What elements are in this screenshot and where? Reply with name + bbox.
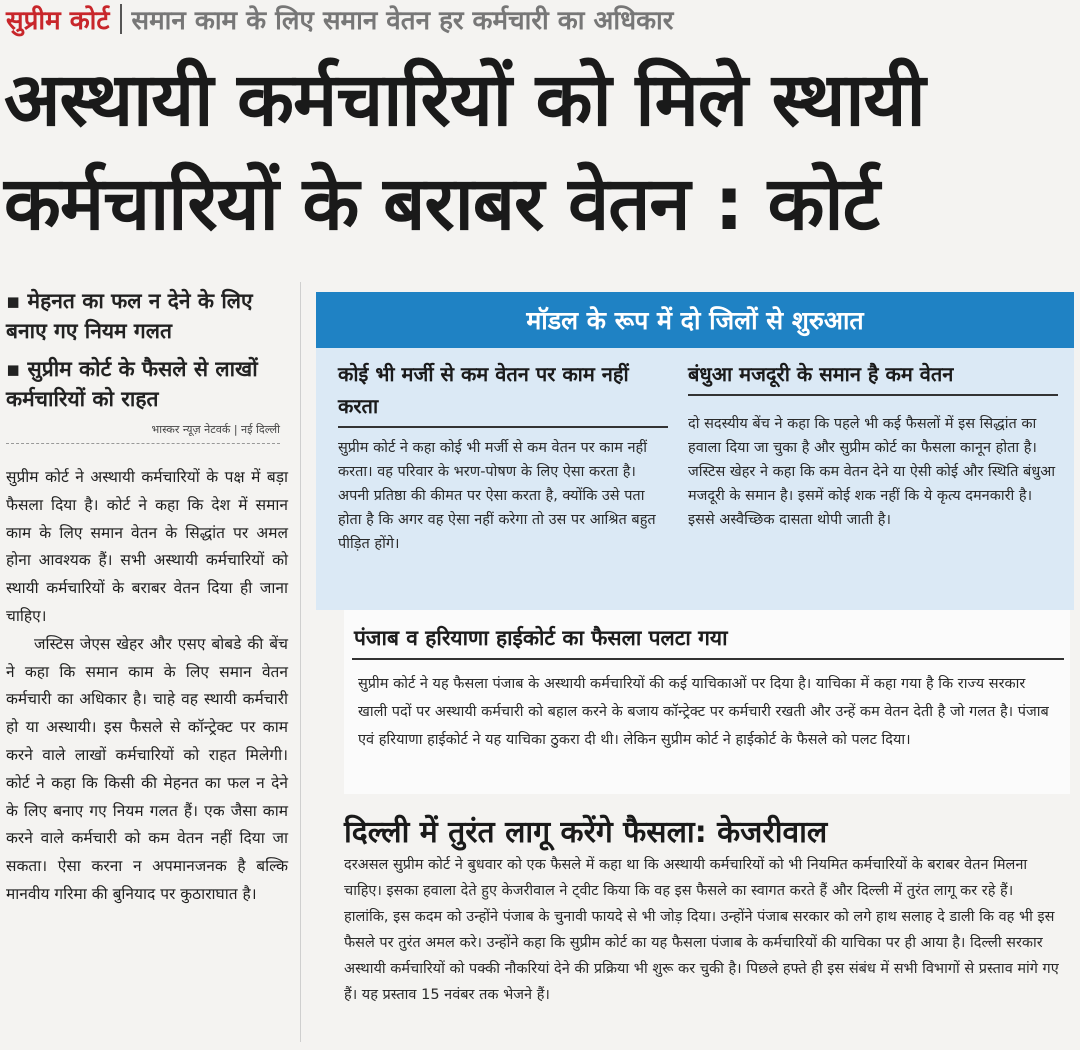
model-column-2	[688, 358, 1058, 532]
kicker-divider	[120, 4, 122, 34]
highcourt-heading: पंजाब व हरियाणा हाईकोर्ट का फैसला पलटा गया	[354, 626, 728, 650]
column-2-heading: बंधुआ मजदूरी के समान है कम वेतन	[688, 362, 954, 386]
model-box	[316, 292, 1074, 610]
heading-rule	[688, 394, 1058, 396]
highcourt-box	[344, 610, 1070, 794]
main-story-paragraph-2: जस्टिस जेएस खेहर और एसए बोबडे की बेंच ने कहा कि समान काम के लिए समान वेतन कर्मचारी का अधिकार है। चाहे वह स्थायी कर्मचारी हो या अस्थायी। इस फैसले से कॉन्ट्रेक्ट पर काम करने वाले लाखों कर्मचारियों को राहत मिलेगी। कोर्ट ने कहा कि किसी की मेहनत का फल न देने के लिए बनाए गए नियम गलत हैं। एक जैसा काम करने वाले कर्मचारी को कम वेतन नहीं दिया जा सकता। ऐसा करना न अपमानजनक है बल्कि मानवीय गरिमा की बुनियाद पर कुठाराघात है।	[6, 634, 288, 903]
section-kicker	[6, 0, 673, 38]
model-box-title: मॉडल के रूप में दो जिलों से शुरुआत	[316, 292, 1074, 348]
column-divider	[300, 282, 301, 1042]
kicker-text: समान काम के लिए समान वेतन हर कर्मचारी का अधिकार	[131, 6, 674, 36]
model-column-1	[338, 358, 668, 556]
main-story	[6, 464, 288, 909]
highlight-bullet-1: ▪ मेहनत का फल न देने के लिए बनाए गए नियम गलत	[6, 289, 253, 343]
main-story-paragraph-1: सुप्रीम कोर्ट ने अस्थायी कर्मचारियों के पक्ष में बड़ा फैसला दिया है। कोर्ट ने कहा कि देश में समान काम के लिए समान वेतन के सिद्धांत पर अमल होना आवश्यक हैं। सभी अस्थायी कर्मचारियों को स्थायी कर्मचारियों के बराबर वेतन दिया ही जाना चाहिए।	[6, 468, 288, 625]
delhi-heading: दिल्ली में तुरंत लागू करेंगे फैसला: केजरीवाल	[344, 815, 828, 850]
column-1-heading: कोई भी मर्जी से कम वेतन पर काम नहीं करता	[338, 362, 629, 418]
heading-rule	[352, 658, 1064, 660]
byline: भास्कर न्यूज़ नेटवर्क | नई दिल्ली	[6, 422, 280, 444]
delhi-text: दरअसल सुप्रीम कोर्ट ने बुधवार को एक फैसले में कहा था कि अस्थायी कर्मचारियों को भी नियमित कर्मचारियों के बराबर वेतन मिलना चाहिए। इसका हवाला देते हुए केजरीवाल ने ट्वीट किया कि वह इस फैसले का स्वागत करते हैं और दिल्ली में तुरंत लागू कर रहे हैं। हालांकि, इस कदम को उन्होंने पंजाब के चुनावी फायदे से भी जोड़ दिया। उन्होंने पंजाब सरकार को लगे हाथ सलाह दे डाली कि वह भी इस फैसले पर तुरंत अमल करे। उन्होंने कहा कि सुप्रीम कोर्ट का यह फैसला पंजाब के कर्मचारियों की याचिका पर ही आया है। दिल्ली सरकार अस्थायी कर्मचारियों को पक्की नौकरियां देने की प्रक्रिया भी शुरू कर चुकी है। पिछले हफ्ते ही इस संबंध में सभी विभागों से प्रस्ताव मांगे गए हैं। यह प्रस्ताव 15 नवंबर तक भेजने हैं।	[344, 857, 1059, 1003]
left-column	[6, 286, 288, 909]
headline-line-2: कर्मचारियों के बराबर वेतन : कोर्ट	[4, 161, 879, 247]
column-1-text: सुप्रीम कोर्ट ने कहा कोई भी मर्जी से कम वेतन पर काम नहीं करता। वह परिवार के भरण-पोषण के लिए ऐसा करता है। अपनी प्रतिष्ठा की कीमत पर ऐसा करता है, क्योंकि उसे पता होता है कि अगर वह ऐसा नहीं करेगा तो उस पर आश्रित बहुत पीड़ित होंगे।	[338, 440, 656, 552]
highlight-bullet-2: ▪ सुप्रीम कोर्ट के फैसले से लाखों कर्मचारियों को राहत	[6, 357, 258, 411]
section-tag: सुप्रीम कोर्ट	[6, 6, 110, 36]
heading-rule	[338, 426, 668, 428]
column-2-text: दो सदस्यीय बेंच ने कहा कि पहले भी कई फैसलों में इस सिद्धांत का हवाला दिया जा चुका है और सुप्रीम कोर्ट का फैसला कानून होता है। जस्टिस खेहर ने कहा कि कम वेतन देने या ऐसी कोई और स्थिति बंधुआ मजदूरी के समान है। इसमें कोई शक नहीं कि ये कृत्य दमनकारी है। इससे अस्वैच्छिक दासता थोपी जाती है।	[688, 416, 1056, 528]
highcourt-text: सुप्रीम कोर्ट ने यह फैसला पंजाब के अस्थायी कर्मचारियों की कई याचिकाओं पर दिया है। याचिका में कहा गया है कि राज्य सरकार खाली पदों पर अस्थायी कर्मचारी को बहाल करने के बजाय कॉन्ट्रेक्ट पर कर्मचारी रखती और उन्हें कम वेतन देती है जो गलत है। पंजाब एवं हरियाणा हाईकोर्ट ने यह याचिका ठुकरा दी थी। लेकिन सुप्रीम कोर्ट ने हाईकोर्ट के फैसले को पलट दिया।	[358, 676, 1049, 748]
headline-line-1: अस्थायी कर्मचारियों को मिले स्थायी	[4, 57, 925, 143]
page-headline	[4, 48, 1076, 256]
